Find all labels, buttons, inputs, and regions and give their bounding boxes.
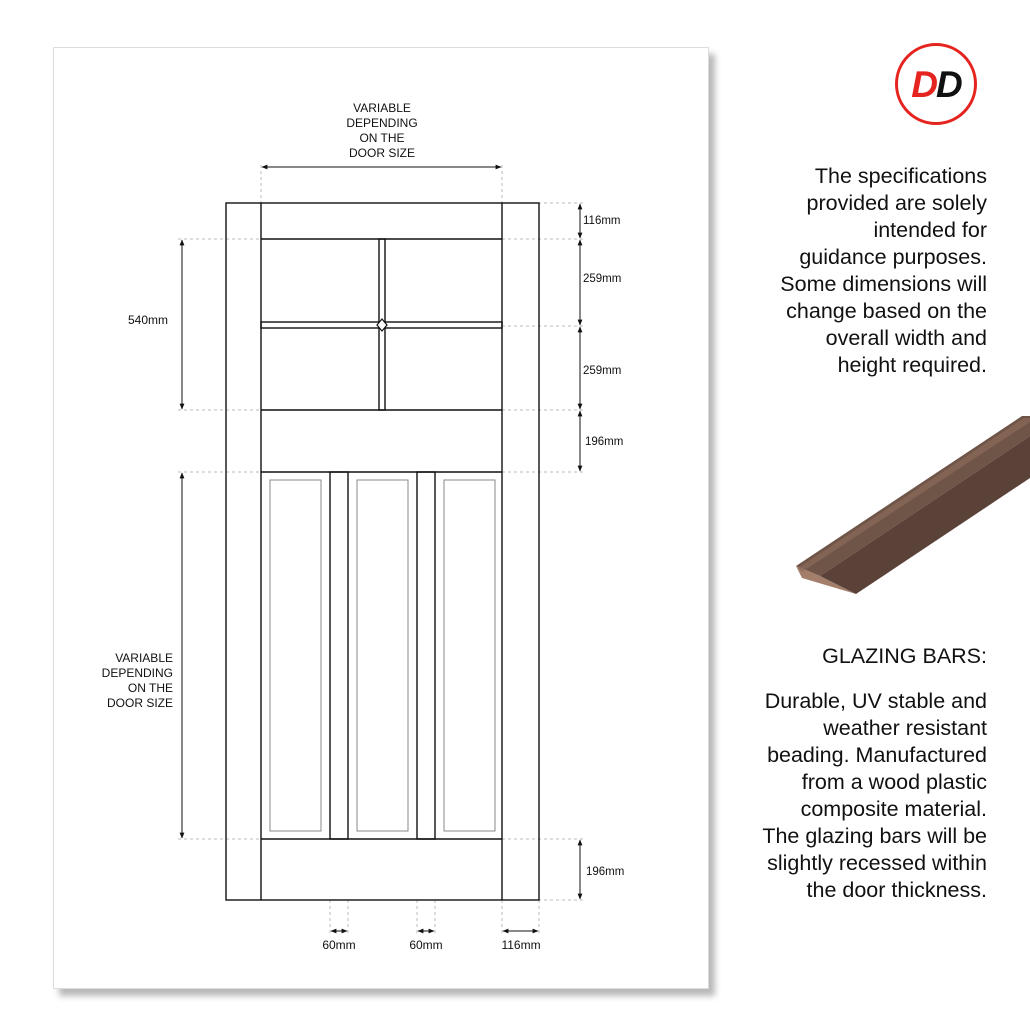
spec-line: intended for	[873, 218, 987, 242]
glazing-line: from a wood plastic	[801, 770, 987, 794]
mullion-left-label: 60mm	[322, 938, 356, 952]
spec-line: provided are solely	[806, 191, 987, 215]
left-height-label-line-3: ON THE	[127, 681, 173, 695]
glazed-height-label: 540mm	[127, 313, 168, 327]
stile-right-label: 116mm	[501, 938, 541, 952]
glazing-line: slightly recessed within	[767, 851, 987, 875]
panel-mouldings	[270, 480, 495, 831]
dimension-arrows	[182, 167, 580, 931]
glazing-line: the door thickness.	[806, 878, 987, 902]
brand-logo	[895, 43, 977, 125]
top-rail-label: 116mm	[583, 215, 621, 227]
top-width-label-line-4: DOOR SIZE	[348, 146, 416, 160]
glazing-line: The glazing bars will be	[762, 824, 987, 848]
glazing-line: weather resistant	[823, 716, 987, 740]
pane-lower-label: 259mm	[583, 365, 622, 377]
extension-lines	[178, 165, 585, 935]
spec-line: Some dimensions will	[780, 272, 987, 296]
top-width-label-line-2: DEPENDING	[346, 116, 418, 130]
glazing-bars-title: GLAZING BARS:	[822, 644, 987, 668]
mid-rail-label: 196mm	[585, 436, 624, 448]
glazing-line: composite material.	[800, 797, 987, 821]
top-width-label-line-1: VARIABLE	[353, 101, 411, 115]
glazing-line: beading. Manufactured	[767, 743, 987, 767]
specification-note	[747, 163, 987, 379]
pane-upper-label: 259mm	[583, 273, 622, 285]
spec-line: The specifications	[814, 164, 987, 188]
spec-line: height required.	[837, 353, 987, 377]
spec-line: overall width and	[825, 326, 987, 350]
top-width-label-line-3: ON THE	[359, 131, 405, 145]
door-outline	[226, 203, 539, 900]
logo-letter-red: D	[911, 63, 936, 105]
logo-letter-black: D	[936, 63, 961, 105]
glazing-bars-description	[737, 688, 987, 904]
bottom-rail-label: 196mm	[586, 866, 625, 878]
glazing-line: Durable, UV stable and	[764, 689, 987, 713]
spec-line: guidance purposes.	[799, 245, 987, 269]
left-height-label-line-1: VARIABLE	[115, 651, 173, 665]
left-height-label-line-4: DOOR SIZE	[106, 696, 173, 710]
mullion-right-label: 60mm	[409, 938, 443, 952]
glazing-bar-image	[790, 408, 1030, 608]
spec-line: change based on the	[786, 299, 987, 323]
left-height-label-line-2: DEPENDING	[101, 666, 173, 680]
